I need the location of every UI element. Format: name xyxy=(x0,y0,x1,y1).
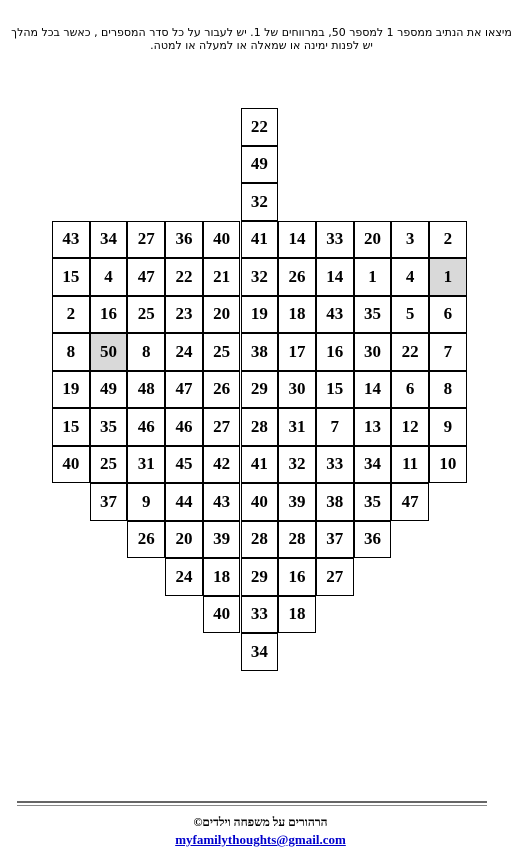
grid-cell: 34 xyxy=(354,446,392,484)
grid-cell: 16 xyxy=(316,333,354,371)
grid-cell: 26 xyxy=(278,258,316,296)
grid-cell: 34 xyxy=(90,221,128,259)
grid-cell: 35 xyxy=(354,296,392,334)
grid-cell: 40 xyxy=(52,446,90,484)
grid-cell: 27 xyxy=(316,558,354,596)
grid-cell: 27 xyxy=(127,221,165,259)
grid-cell: 33 xyxy=(316,446,354,484)
grid-cell: 48 xyxy=(127,371,165,409)
grid-cell: 15 xyxy=(316,371,354,409)
grid-cell: 42 xyxy=(203,446,241,484)
grid-cell: 26 xyxy=(127,521,165,559)
grid-cell: 15 xyxy=(52,408,90,446)
grid-cell: 8 xyxy=(52,333,90,371)
grid-cell: 38 xyxy=(241,333,279,371)
grid-cell: 39 xyxy=(278,483,316,521)
grid-cell: 46 xyxy=(165,408,203,446)
grid-cell: 36 xyxy=(354,521,392,559)
grid-cell: 39 xyxy=(203,521,241,559)
grid-cell: 35 xyxy=(354,483,392,521)
grid-cell: 8 xyxy=(127,333,165,371)
grid-cell: 11 xyxy=(391,446,429,484)
grid-cell: 30 xyxy=(354,333,392,371)
grid-cell: 40 xyxy=(203,221,241,259)
grid-cell: 14 xyxy=(278,221,316,259)
grid-cell: 32 xyxy=(241,258,279,296)
grid-cell: 5 xyxy=(391,296,429,334)
grid-cell: 32 xyxy=(278,446,316,484)
grid-cell: 25 xyxy=(90,446,128,484)
grid-cell: 30 xyxy=(278,371,316,409)
footer-email-link[interactable]: myfamilythoughts@gmail.com xyxy=(175,832,346,847)
grid-cell: 6 xyxy=(391,371,429,409)
grid-cell: 22 xyxy=(241,108,279,146)
grid-cell: 45 xyxy=(165,446,203,484)
grid-cell: 31 xyxy=(278,408,316,446)
grid-cell: 14 xyxy=(354,371,392,409)
grid-cell-highlighted: 50 xyxy=(90,333,128,371)
grid-cell: 6 xyxy=(429,296,467,334)
grid-cell: 29 xyxy=(241,371,279,409)
grid-cell: 26 xyxy=(203,371,241,409)
grid-cell: 28 xyxy=(241,521,279,559)
grid-cell: 4 xyxy=(391,258,429,296)
grid-cell: 20 xyxy=(354,221,392,259)
grid-cell: 47 xyxy=(127,258,165,296)
grid-cell: 2 xyxy=(429,221,467,259)
grid-cell: 20 xyxy=(203,296,241,334)
grid-cell: 25 xyxy=(127,296,165,334)
footer-credit: הרהורים על משפחה וילדים© xyxy=(193,815,328,829)
grid-cell: 8 xyxy=(429,371,467,409)
grid-cell: 18 xyxy=(278,596,316,634)
grid-cell: 20 xyxy=(165,521,203,559)
grid-cell: 14 xyxy=(316,258,354,296)
grid-cell: 37 xyxy=(316,521,354,559)
grid-cell: 33 xyxy=(316,221,354,259)
grid-cell-highlighted: 1 xyxy=(429,258,467,296)
grid-cell: 2 xyxy=(52,296,90,334)
grid-cell: 34 xyxy=(241,633,279,671)
grid-cell: 40 xyxy=(203,596,241,634)
grid-cell: 38 xyxy=(316,483,354,521)
grid-cell: 9 xyxy=(127,483,165,521)
grid-cell: 25 xyxy=(203,333,241,371)
grid-cell: 47 xyxy=(391,483,429,521)
grid-cell: 28 xyxy=(241,408,279,446)
grid-cell: 9 xyxy=(429,408,467,446)
grid-cell: 43 xyxy=(203,483,241,521)
grid-cell: 12 xyxy=(391,408,429,446)
grid-cell: 10 xyxy=(429,446,467,484)
grid-cell: 1 xyxy=(354,258,392,296)
grid-cell: 13 xyxy=(354,408,392,446)
grid-cell: 7 xyxy=(429,333,467,371)
grid-cell: 37 xyxy=(90,483,128,521)
grid-cell: 49 xyxy=(241,146,279,184)
grid-cell: 19 xyxy=(52,371,90,409)
grid-cell: 36 xyxy=(165,221,203,259)
grid-cell: 46 xyxy=(127,408,165,446)
grid-cell: 7 xyxy=(316,408,354,446)
grid-cell: 32 xyxy=(241,183,279,221)
footer-email-wrapper xyxy=(0,832,521,848)
grid-cell: 44 xyxy=(165,483,203,521)
grid-cell: 17 xyxy=(278,333,316,371)
footer-divider xyxy=(17,801,487,803)
grid-cell: 31 xyxy=(127,446,165,484)
grid-cell: 21 xyxy=(203,258,241,296)
grid-cell: 15 xyxy=(52,258,90,296)
grid-cell: 22 xyxy=(165,258,203,296)
grid-cell: 43 xyxy=(316,296,354,334)
grid-cell: 41 xyxy=(241,221,279,259)
grid-cell: 27 xyxy=(203,408,241,446)
grid-cell: 40 xyxy=(241,483,279,521)
grid-cell: 41 xyxy=(241,446,279,484)
footer-divider-thin xyxy=(17,805,487,806)
grid-cell: 49 xyxy=(90,371,128,409)
grid-cell: 47 xyxy=(165,371,203,409)
grid-cell: 16 xyxy=(90,296,128,334)
grid-cell: 43 xyxy=(52,221,90,259)
grid-cell: 18 xyxy=(278,296,316,334)
grid-cell: 35 xyxy=(90,408,128,446)
puzzle-instructions: מיצאו את הנתיב ממספר 1 למספר 50, במרווחים של 1. יש לעבור על כל סדר המספרים , כאשר בכל מהלך יש לפנות ימינה או שמאלה או למעלה או למטה. xyxy=(11,26,512,52)
grid-cell: 24 xyxy=(165,558,203,596)
grid-cell: 23 xyxy=(165,296,203,334)
grid-cell: 29 xyxy=(241,558,279,596)
grid-cell: 33 xyxy=(241,596,279,634)
grid-cell: 4 xyxy=(90,258,128,296)
grid-cell: 19 xyxy=(241,296,279,334)
grid-cell: 22 xyxy=(391,333,429,371)
grid-cell: 28 xyxy=(278,521,316,559)
grid-cell: 18 xyxy=(203,558,241,596)
grid-cell: 16 xyxy=(278,558,316,596)
grid-cell: 24 xyxy=(165,333,203,371)
grid-cell: 3 xyxy=(391,221,429,259)
